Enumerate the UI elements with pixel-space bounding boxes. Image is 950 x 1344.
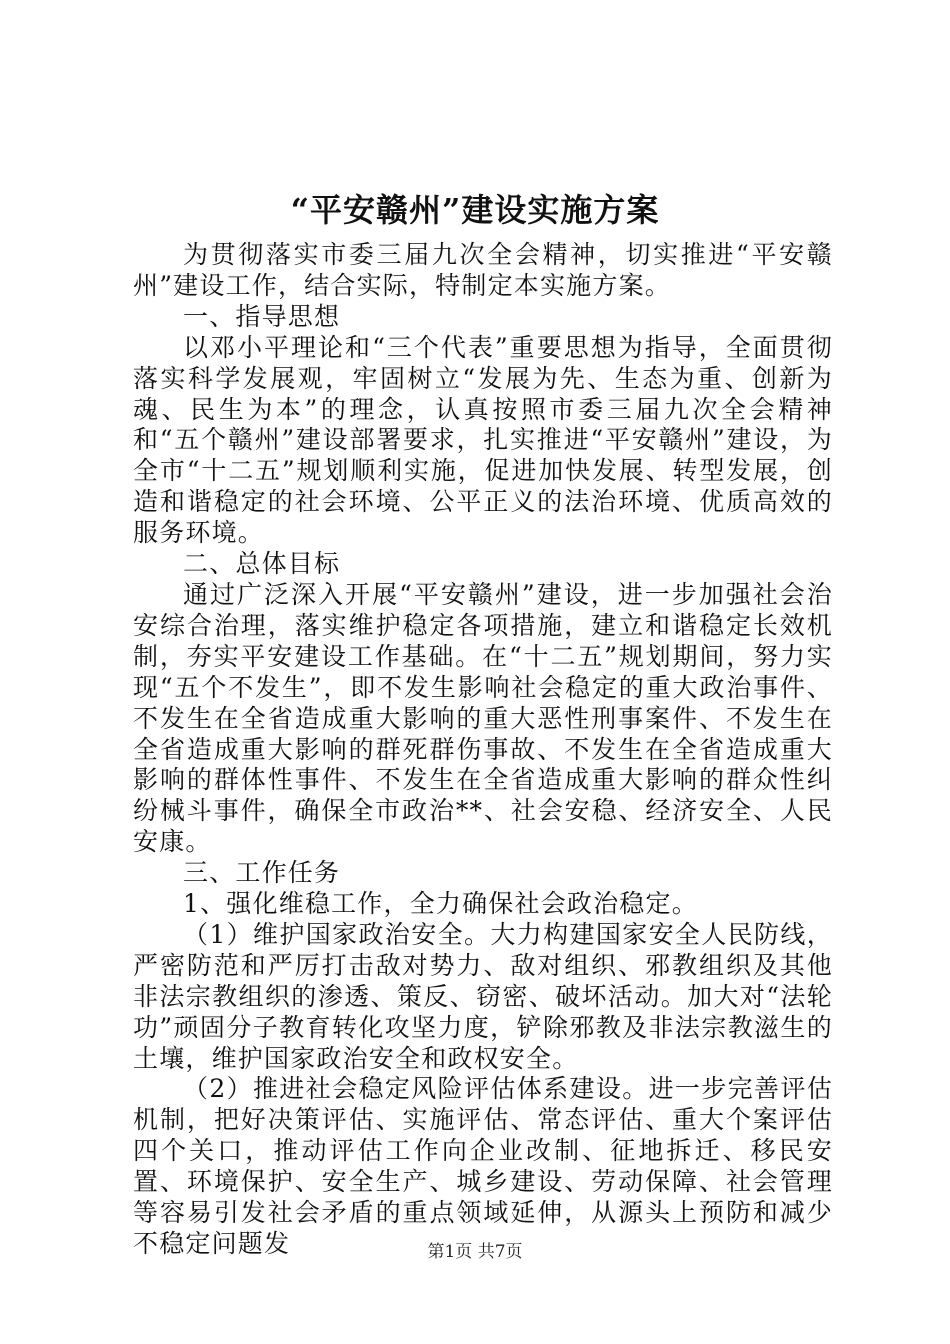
guiding-ideology-paragraph: 以邓小平理论和“三个代表”重要思想为指导，全面贯彻落实科学发展观，牢固树立“发展为先、生态为重、创新为魂、民生为本”的理念，认真按照市委三届九次全会精神和“五个赣州”建设部署要求，扎实推进“平安赣州”建设，为全市“十二五”规划顺利实施，促进加快发展、转型发展，创造和谐稳定的社会环境、公平正义的法治环境、优质高效的服务环境。 [133,332,833,548]
document-title: “平安赣州”建设实施方案 [290,191,660,229]
document-body [133,240,833,1260]
section-heading-work-tasks: 三、工作任务 [183,858,341,888]
section-heading-guiding-ideology: 一、指导思想 [183,301,341,331]
task-1-item-2-paragraph: （2）推进社会稳定风险评估体系建设。进一步完善评估机制，把好决策评估、实施评估、常态评估、重大个案评估四个关口，推动评估工作向企业改制、征地拆迁、移民安置、环境保护、安全生产、城乡建设、劳动保障、社会管理等容易引发社会矛盾的重点领域延伸，从源头上预防和减少不稳定问题发 [133,1074,833,1258]
overall-goals-paragraph: 通过广泛深入开展“平安赣州”建设，进一步加强社会治安综合治理，落实维护稳定各项措施，建立和谐稳定长效机制，夯实平安建设工作基础。在“十二五”规划期间，努力实现“五个不发生”，即不发生影响社会稳定的重大政治事件、不发生在全省造成重大影响的重大恶性刑事案件、不发生在全省造成重大影响的群死群伤事故、不发生在全省造成重大影响的群体性事件、不发生在全省造成重大影响的群众性纠纷械斗事件，确保全市政治**、社会安稳、经济安全、人民安康。 [133,579,833,857]
section-heading-overall-goals: 二、总体目标 [183,549,341,579]
task-1-heading: 1、强化维稳工作，全力确保社会政治稳定。 [183,889,698,919]
intro-paragraph: 为贯彻落实市委三届九次全会精神，切实推进“平安赣州”建设工作，结合实际，特制定本实施方案。 [133,240,833,300]
page-footer: 第1页 共7页 [427,1242,523,1262]
task-1-item-1-paragraph: （1）维护国家政治安全。大力构建国家安全人民防线，严密防范和严厉打击敌对势力、敌对组织、邪教组织及其他非法宗教组织的渗透、策反、窃密、破坏活动。加大对“法轮功”顽固分子教育转化攻坚力度，铲除邪教及非法宗教滋生的土壤，维护国家政治安全和政权安全。 [133,919,833,1073]
